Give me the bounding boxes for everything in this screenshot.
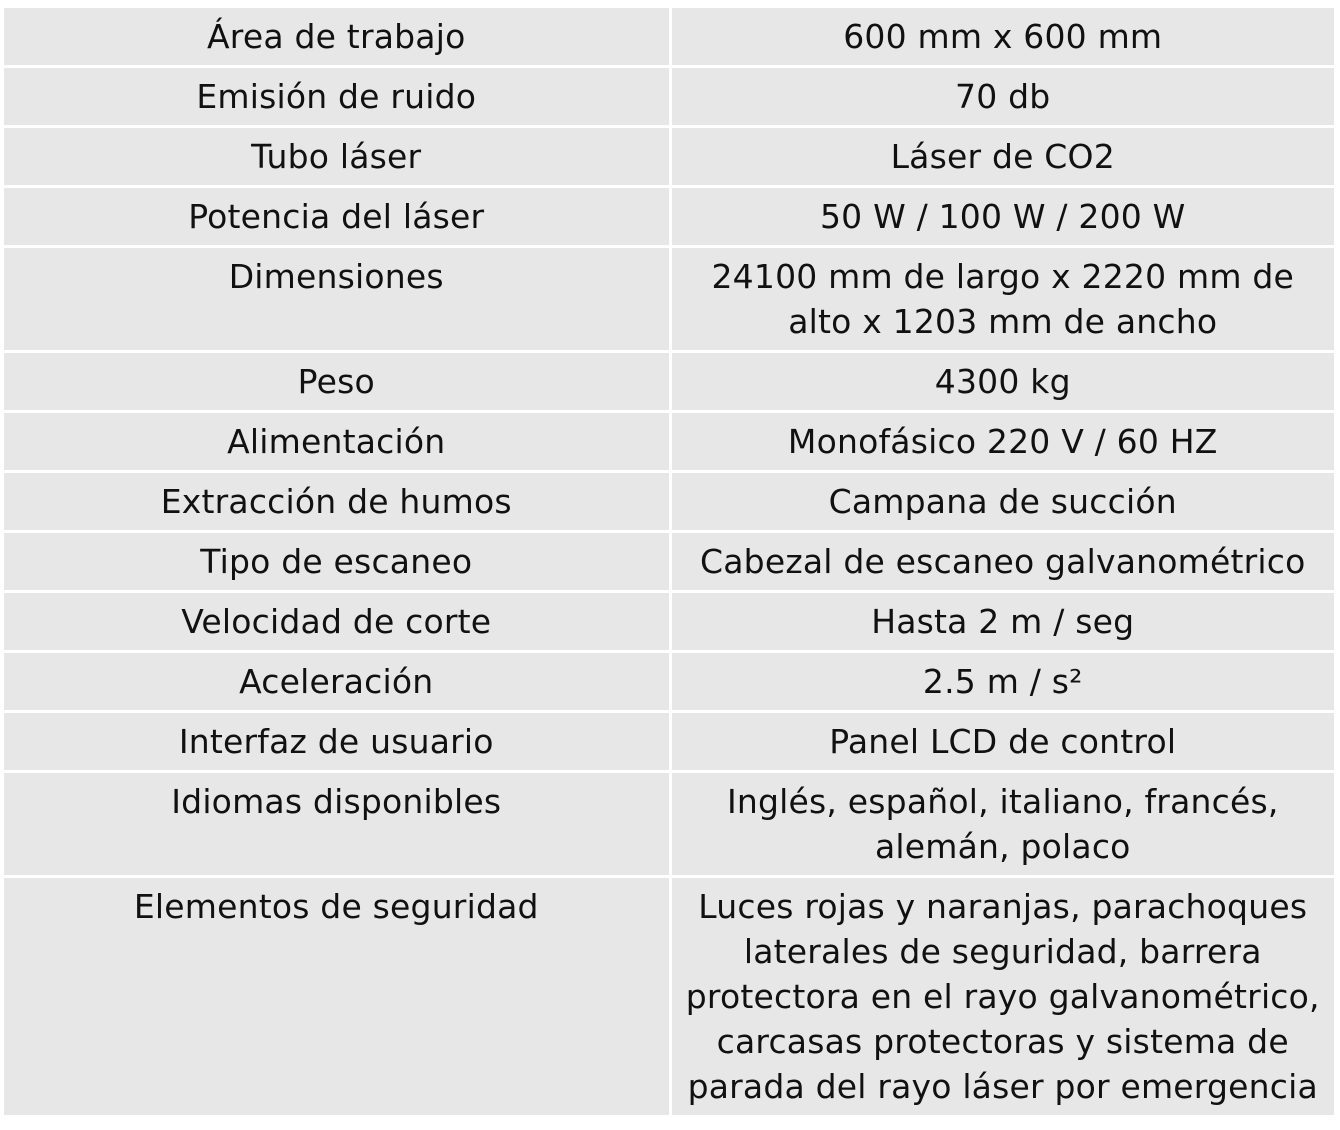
table-row	[4, 353, 1334, 413]
spec-value: Panel LCD de control	[672, 713, 1335, 773]
table-row	[4, 413, 1334, 473]
spec-label: Peso	[4, 353, 672, 413]
table-row	[4, 533, 1334, 593]
spec-value: Monofásico 220 V / 60 HZ	[672, 413, 1335, 473]
spec-value: Hasta 2 m / seg	[672, 593, 1335, 653]
spec-value: Luces rojas y naranjas, parachoques laterales de seguridad, barrera protectora en el rayo galvanométrico, carcasas protectoras y sistema de parada del rayo láser por emergencia	[672, 878, 1335, 1115]
spec-label: Extracción de humos	[4, 473, 672, 533]
spec-label: Emisión de ruido	[4, 68, 672, 128]
spec-label: Velocidad de corte	[4, 593, 672, 653]
spec-table	[4, 8, 1334, 1115]
spec-label: Interfaz de usuario	[4, 713, 672, 773]
spec-label: Potencia del láser	[4, 188, 672, 248]
table-row	[4, 473, 1334, 533]
table-row	[4, 128, 1334, 188]
spec-value: 70 db	[672, 68, 1335, 128]
spec-value: 4300 kg	[672, 353, 1335, 413]
spec-label: Tubo láser	[4, 128, 672, 188]
spec-value: Inglés, español, italiano, francés, alemán, polaco	[672, 773, 1335, 878]
table-row	[4, 713, 1334, 773]
table-row	[4, 68, 1334, 128]
spec-value: 600 mm x 600 mm	[672, 8, 1335, 68]
spec-value: 2.5 m / s²	[672, 653, 1335, 713]
table-row	[4, 8, 1334, 68]
table-row	[4, 653, 1334, 713]
spec-value: Láser de CO2	[672, 128, 1335, 188]
spec-value: 50 W / 100 W / 200 W	[672, 188, 1335, 248]
table-row	[4, 773, 1334, 878]
spec-label: Dimensiones	[4, 248, 672, 353]
spec-label: Tipo de escaneo	[4, 533, 672, 593]
spec-label: Área de trabajo	[4, 8, 672, 68]
table-row	[4, 188, 1334, 248]
table-row	[4, 248, 1334, 353]
spec-value: Campana de succión	[672, 473, 1335, 533]
spec-label: Elementos de seguridad	[4, 878, 672, 1115]
spec-label: Idiomas disponibles	[4, 773, 672, 878]
spec-label: Alimentación	[4, 413, 672, 473]
table-row	[4, 593, 1334, 653]
spec-label: Aceleración	[4, 653, 672, 713]
spec-value: Cabezal de escaneo galvanométrico	[672, 533, 1335, 593]
table-row	[4, 878, 1334, 1115]
spec-value: 24100 mm de largo x 2220 mm de alto x 1203 mm de ancho	[672, 248, 1335, 353]
